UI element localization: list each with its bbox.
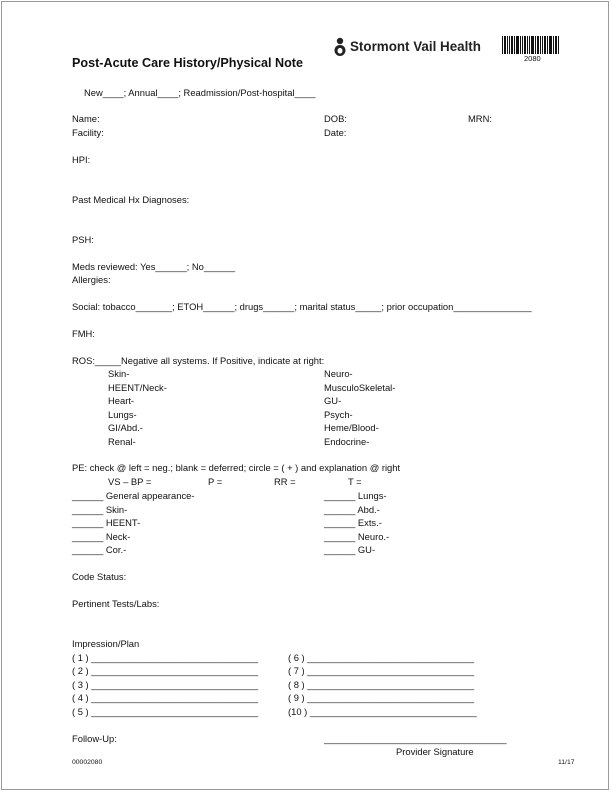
facility-field[interactable]: Facility: <box>72 127 104 138</box>
ros-item-renal[interactable]: Renal- <box>108 436 136 447</box>
ros-item-heent-neck[interactable]: HEENT/Neck- <box>108 382 167 393</box>
vital-rr-field[interactable]: RR = <box>274 476 296 487</box>
ros-item-endocrine[interactable]: Endocrine- <box>324 436 370 447</box>
ros-heading[interactable]: ROS:_____Negative all systems. If Positive, indicate at right: <box>72 355 325 366</box>
pe-general-appearance[interactable]: ______ General appearance- <box>72 490 195 501</box>
pe-lungs[interactable]: ______ Lungs- <box>324 490 387 501</box>
pe-cor[interactable]: ______ Cor.- <box>72 544 127 555</box>
ros-item-gu[interactable]: GU- <box>324 395 342 406</box>
psh-field[interactable]: PSH: <box>72 234 94 245</box>
signature-line[interactable]: ___________________________________ <box>324 733 507 744</box>
social-history-field[interactable]: Social: tobacco_______; ETOH______; drugs______; marital status_____; prior occupation_______________ <box>72 301 532 312</box>
plan-item-4[interactable]: ( 4 ) ________________________________ <box>72 692 259 703</box>
plan-item-9[interactable]: ( 9 ) ________________________________ <box>288 692 475 703</box>
code-status-field[interactable]: Code Status: <box>72 571 127 582</box>
ros-item-lungs[interactable]: Lungs- <box>108 409 137 420</box>
vital-bp-field[interactable]: VS – BP = <box>108 476 152 487</box>
plan-item-7[interactable]: ( 7 ) ________________________________ <box>288 665 475 676</box>
form-number: 00002080 <box>72 759 103 766</box>
vital-pulse-field[interactable]: P = <box>208 476 223 487</box>
revision-date: 11/17 <box>558 759 575 766</box>
ros-item-heme-blood[interactable]: Heme/Blood- <box>324 422 379 433</box>
plan-item-1[interactable]: ( 1 ) ________________________________ <box>72 652 259 663</box>
visit-type-line[interactable]: New____; Annual____; Readmission/Post-hospital____ <box>84 87 316 98</box>
stormont-vail-logo-icon <box>333 37 347 57</box>
pmh-field[interactable]: Past Medical Hx Diagnoses: <box>72 194 190 205</box>
date-field[interactable]: Date: <box>324 127 347 138</box>
allergies-field[interactable]: Allergies: <box>72 274 111 285</box>
pe-heent[interactable]: ______ HEENT- <box>72 517 141 528</box>
pe-exts[interactable]: ______ Exts.- <box>324 517 382 528</box>
barcode-number: 2080 <box>524 54 541 63</box>
brand-name: Stormont Vail Health <box>350 39 481 54</box>
plan-item-8[interactable]: ( 8 ) ________________________________ <box>288 679 475 690</box>
ros-item-musculoskeletal[interactable]: MusculoSkeletal- <box>324 382 396 393</box>
signature-label: Provider Signature <box>396 746 474 757</box>
plan-item-5[interactable]: ( 5 ) ________________________________ <box>72 706 259 717</box>
plan-item-3[interactable]: ( 3 ) ________________________________ <box>72 679 259 690</box>
pe-abd[interactable]: ______ Abd.- <box>324 504 380 515</box>
plan-item-6[interactable]: ( 6 ) ________________________________ <box>288 652 475 663</box>
barcode-icon <box>502 36 560 54</box>
pe-heading: PE: check @ left = neg.; blank = deferred; circle = ( + ) and explanation @ right <box>72 462 401 473</box>
ros-item-heart[interactable]: Heart- <box>108 395 135 406</box>
form-title: Post-Acute Care History/Physical Note <box>72 56 303 70</box>
dob-field[interactable]: DOB: <box>324 113 347 124</box>
follow-up-field[interactable]: Follow-Up: <box>72 733 117 744</box>
hpi-field[interactable]: HPI: <box>72 154 91 165</box>
meds-reviewed-field[interactable]: Meds reviewed: Yes______; No______ <box>72 261 236 272</box>
pe-gu[interactable]: ______ GU- <box>324 544 376 555</box>
ros-item-gi-abd[interactable]: GI/Abd.- <box>108 422 143 433</box>
pe-neck[interactable]: ______ Neck- <box>72 531 131 542</box>
ros-item-skin[interactable]: Skin- <box>108 368 130 379</box>
name-field[interactable]: Name: <box>72 113 100 124</box>
plan-item-10[interactable]: (10 ) ________________________________ <box>288 706 477 717</box>
mrn-field[interactable]: MRN: <box>468 113 492 124</box>
pe-skin[interactable]: ______ Skin- <box>72 504 128 515</box>
fmh-field[interactable]: FMH: <box>72 328 95 339</box>
plan-item-2[interactable]: ( 2 ) ________________________________ <box>72 665 259 676</box>
pe-neuro[interactable]: ______ Neuro.- <box>324 531 390 542</box>
ros-item-psych[interactable]: Psych- <box>324 409 353 420</box>
pertinent-tests-field[interactable]: Pertinent Tests/Labs: <box>72 598 160 609</box>
impression-plan-heading: Impression/Plan <box>72 638 140 649</box>
vital-temp-field[interactable]: T = <box>348 476 362 487</box>
ros-item-neuro[interactable]: Neuro- <box>324 368 353 379</box>
